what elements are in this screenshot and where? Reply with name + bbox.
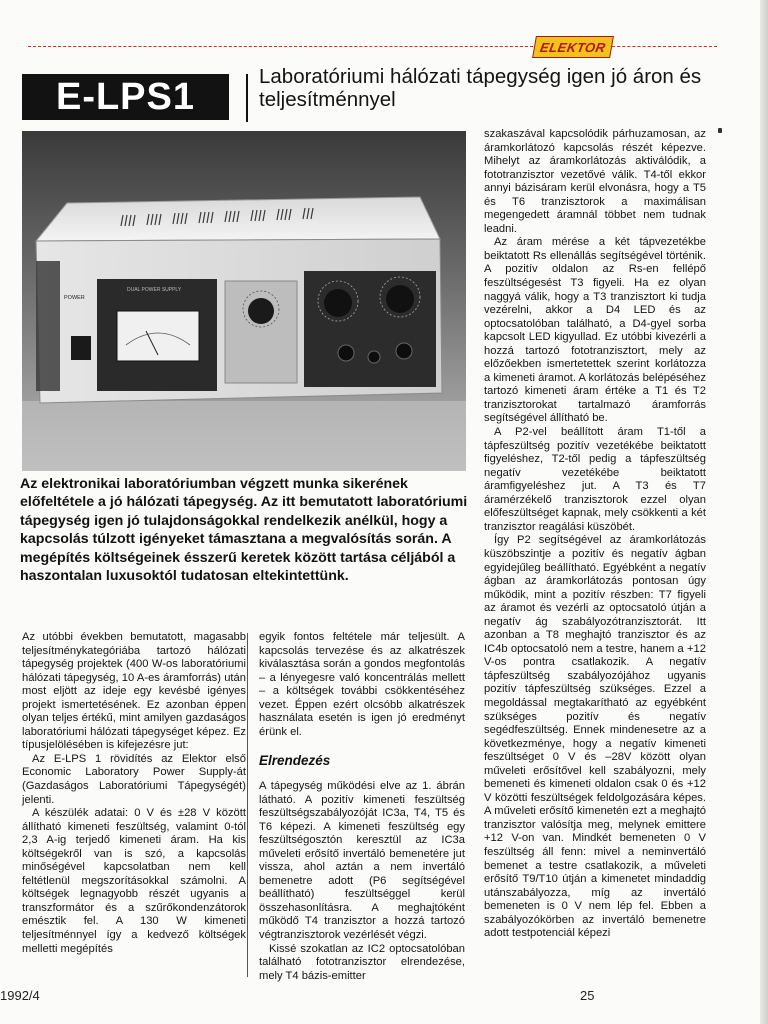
title-divider — [246, 74, 248, 122]
paragraph: Az E-LPS 1 rövidítés az Elektor első Economic Laboratory Power Supply-át (Gazdaságos Laboratóriumi Tápegységét) jelenti. — [22, 752, 246, 806]
issue-label: 1992/4 — [0, 988, 40, 1003]
terminal-positive-icon — [338, 345, 354, 361]
paragraph: A tápegység működési elve az 1. ábrán látható. A pozitív kimeneti feszültség feszültségszabályozóját IC3a, T4, T5 és T6 képezi. A kimeneti feszültség egy feszültségosztón keresztül az IC3a műveleti erősítő invertáló bemenetére jut vissza, ahol aztán a nem invertáló bemenetre adott (P6 segítségével beállítható) feszültséggel kerül összehasonlításra. A meghajtóként működő T4 tranzisztor a hozzá tartozó végtranzisztorok vezérlését végzi. — [259, 780, 465, 942]
power-switch-icon — [71, 336, 91, 360]
paragraph: szakaszával kapcsolódik párhuzamosan, az áramkorlátozó kapcsolás részét képezve. Mihelyt az áramkorlátozás aktiválódik, a fototranzisztor vezetővé válik. T4-től ekkor annyi bázisáram kerül elvonásra, hogy a T5 és T6 tranzisztorok a maximálisan megengedett áramnál többet nem tudnak leadni. — [484, 128, 706, 235]
paragraph: egyik fontos feltétele már teljesült. A kapcsolás tervezése és az alkatrészek kiválasztása során a gondos megfontolás – a lényegesre való koncentrálás mellett – a költségek további csökkentéséhez vezet. Éppen ezért olcsóbb alkatrészek használata esetén is igen jó eredményt érünk el. — [259, 631, 465, 738]
article-title: E-LPS1 — [22, 74, 229, 120]
body-column-3 — [484, 128, 706, 941]
column-divider — [247, 633, 248, 977]
intro-lead — [20, 475, 470, 585]
paragraph: A készülék adatai: 0 V és ±28 V között állítható kimeneti feszültség, valamint 0-tól 2,3 A-ig terjedő kimeneti áram. Ha kis költségekről van is szó, a kapcsolás minőségével kapcsolatban nem kell feltétlenül megszorításokkal számolni. A költségek legnagyobb részét ugyanis a transzformátor és a szűrőkondenzátorok emésztik fel. A 130 W kimeneti teljesítménnyel így a kedvező költségek melletti megépítés — [22, 807, 246, 955]
elektor-logo: ELEKTOR — [532, 36, 614, 58]
paragraph: Így P2 segítségével az áramkorlátozás küszöbszintje a pozitív és negatív ágban egyidejűleg beállítható. Egyébként a negatív ágban az áramkorlátozás pontosan úgy működik, mint a pozitív részben: T7 figyeli az áramot és vezérli az optocsatoló útján a negatív ág szabályozótranzisztorát. Itt azonban a T8 meghajtó tranzisztor és az IC4b optocsatoló nem a testre, hanem a +12 V-os pontra csatlakozik. A negatív tápfeszültség szabályozójához ugyanis pozitív tápfeszültség szükséges. Ezzel a megoldással megtakarítható az egyébként szükséges pozitív és negatív segédfeszültség. Ennek mindenesetre az a következménye, hogy a negatív kimeneti feszültséget 0 V és –28V között olyan műveleti erősítővel kell szabályozni, mely bemeneti és kimeneti oldalon csak 0 és +12 V közötti feszültségek feldolgozására képes. A műveleti erősítő kimenetén ezt a meghajtó tranzisztor valósítja meg, melynek emittere +12 V-on van. Mindkét bemeneten 0 V feszültség áll fenn: mivel a neminvertáló bemenet a testre csatlakozik, a műveleti erősítő T9/T10 útján a kimenetet mindaddig utánszabályozza, míg az invertáló bemeneten is 0 V nem lép fel. Ebben a szabályozókörben az invertáló bemenetre adott testpotenciál képezi — [484, 534, 706, 940]
intro-text: Az elektronikai laboratóriumban végzett munka sikerének előfeltétele a jó hálózati tápegység. Az itt bemutatott laboratóriumi tápegység igen jó tulajdonságokkal rendelkezik anélkül, hogy a kapcsolás túlzott igényeket támasztana a megvalósítás során. A megépítés költségeinek ésszerű keretek között tartása céljából a haszontalan luxusoktól tudatosan eltekintettünk. — [20, 476, 468, 585]
header-rule-right — [612, 46, 717, 47]
section-heading: Elrendezés — [259, 753, 331, 768]
paragraph: Kissé szokatlan az IC2 optocsatolóban található fototranzisztor elrendezése, mely T4 bázis-emitter — [259, 942, 465, 982]
analog-meter-icon — [117, 311, 199, 361]
paragraph: Az utóbbi években bemutatott, magasabb teljesítménykategóriába tartozó hálózati tápegység projektek (400 W-os laboratóriumi hálózati tápegység, 10 A-es áramforrás) után most eljött az ideje egy kevésbé igényes projekt ismertetésének. Ez azonban éppen olyan teljes értékű, mint amilyen gazdaságos laboratóriumi hálózati tápegységet képez. Ez típusjelölésében is kifejezésre jut: — [22, 631, 246, 752]
terminal-ground-icon — [368, 351, 380, 363]
body-column-2 — [259, 631, 465, 739]
voltage-knob-left-icon — [324, 289, 352, 317]
body-column-2-section — [259, 780, 465, 983]
voltage-knob-right-icon — [386, 285, 414, 313]
power-supply-illustration — [22, 131, 466, 471]
page-number: 25 — [580, 988, 595, 1003]
body-column-1 — [22, 631, 246, 956]
margin-mark — [718, 128, 722, 133]
paragraph: Az áram mérése a két tápvezetékbe beiktatott Rs ellenállás segítségével történik. A pozitív oldalon az Rs-en fellépő feszültségesést T3 figyeli. Ha ez olyan naggyá válik, hogy a T3 tranzisztort ki tudja vezérelni, akkor a D4 LED és az optocsatolóban található, a D4-gyel sorba kapcsolt LED kigyullad. Ez utóbbi kivezérli a hozzá tartozó fototranzisztort, mely az előzőekben ismertetettek szerint korlátozza a kimeneti áramot. A korlátozás belépéséhez tartozó kimeneti áram értéke a T1 és T2 tranzisztorokat tartalmazó áramforrás segítségével állítható be. — [484, 236, 707, 425]
page-edge — [760, 0, 768, 1024]
paragraph: A P2-vel beállított áram T1-től a tápfeszültség pozitív vezetékébe beiktatott figyeléshez, T2-től pedig a tápfeszültség negatív vezetékébe beiktatott áramfigyeléshez jut. A T3 és T7 áramérzékelő tranzisztorok ezzel olyan előfeszültséget kapnak, mely csökkenti a két tranzisztor reagálási küszöbét. — [484, 426, 706, 533]
product-photo — [22, 131, 466, 471]
panel-label-supply: DUAL POWER SUPPLY — [127, 287, 182, 293]
header-rule-left — [28, 46, 533, 47]
article-subtitle: Laboratóriumi hálózati tápegység igen jó áron és teljesítménnyel — [259, 65, 702, 111]
terminal-negative-icon — [396, 343, 412, 359]
panel-label-power: POWER — [64, 295, 85, 301]
current-knob-icon — [248, 298, 274, 324]
